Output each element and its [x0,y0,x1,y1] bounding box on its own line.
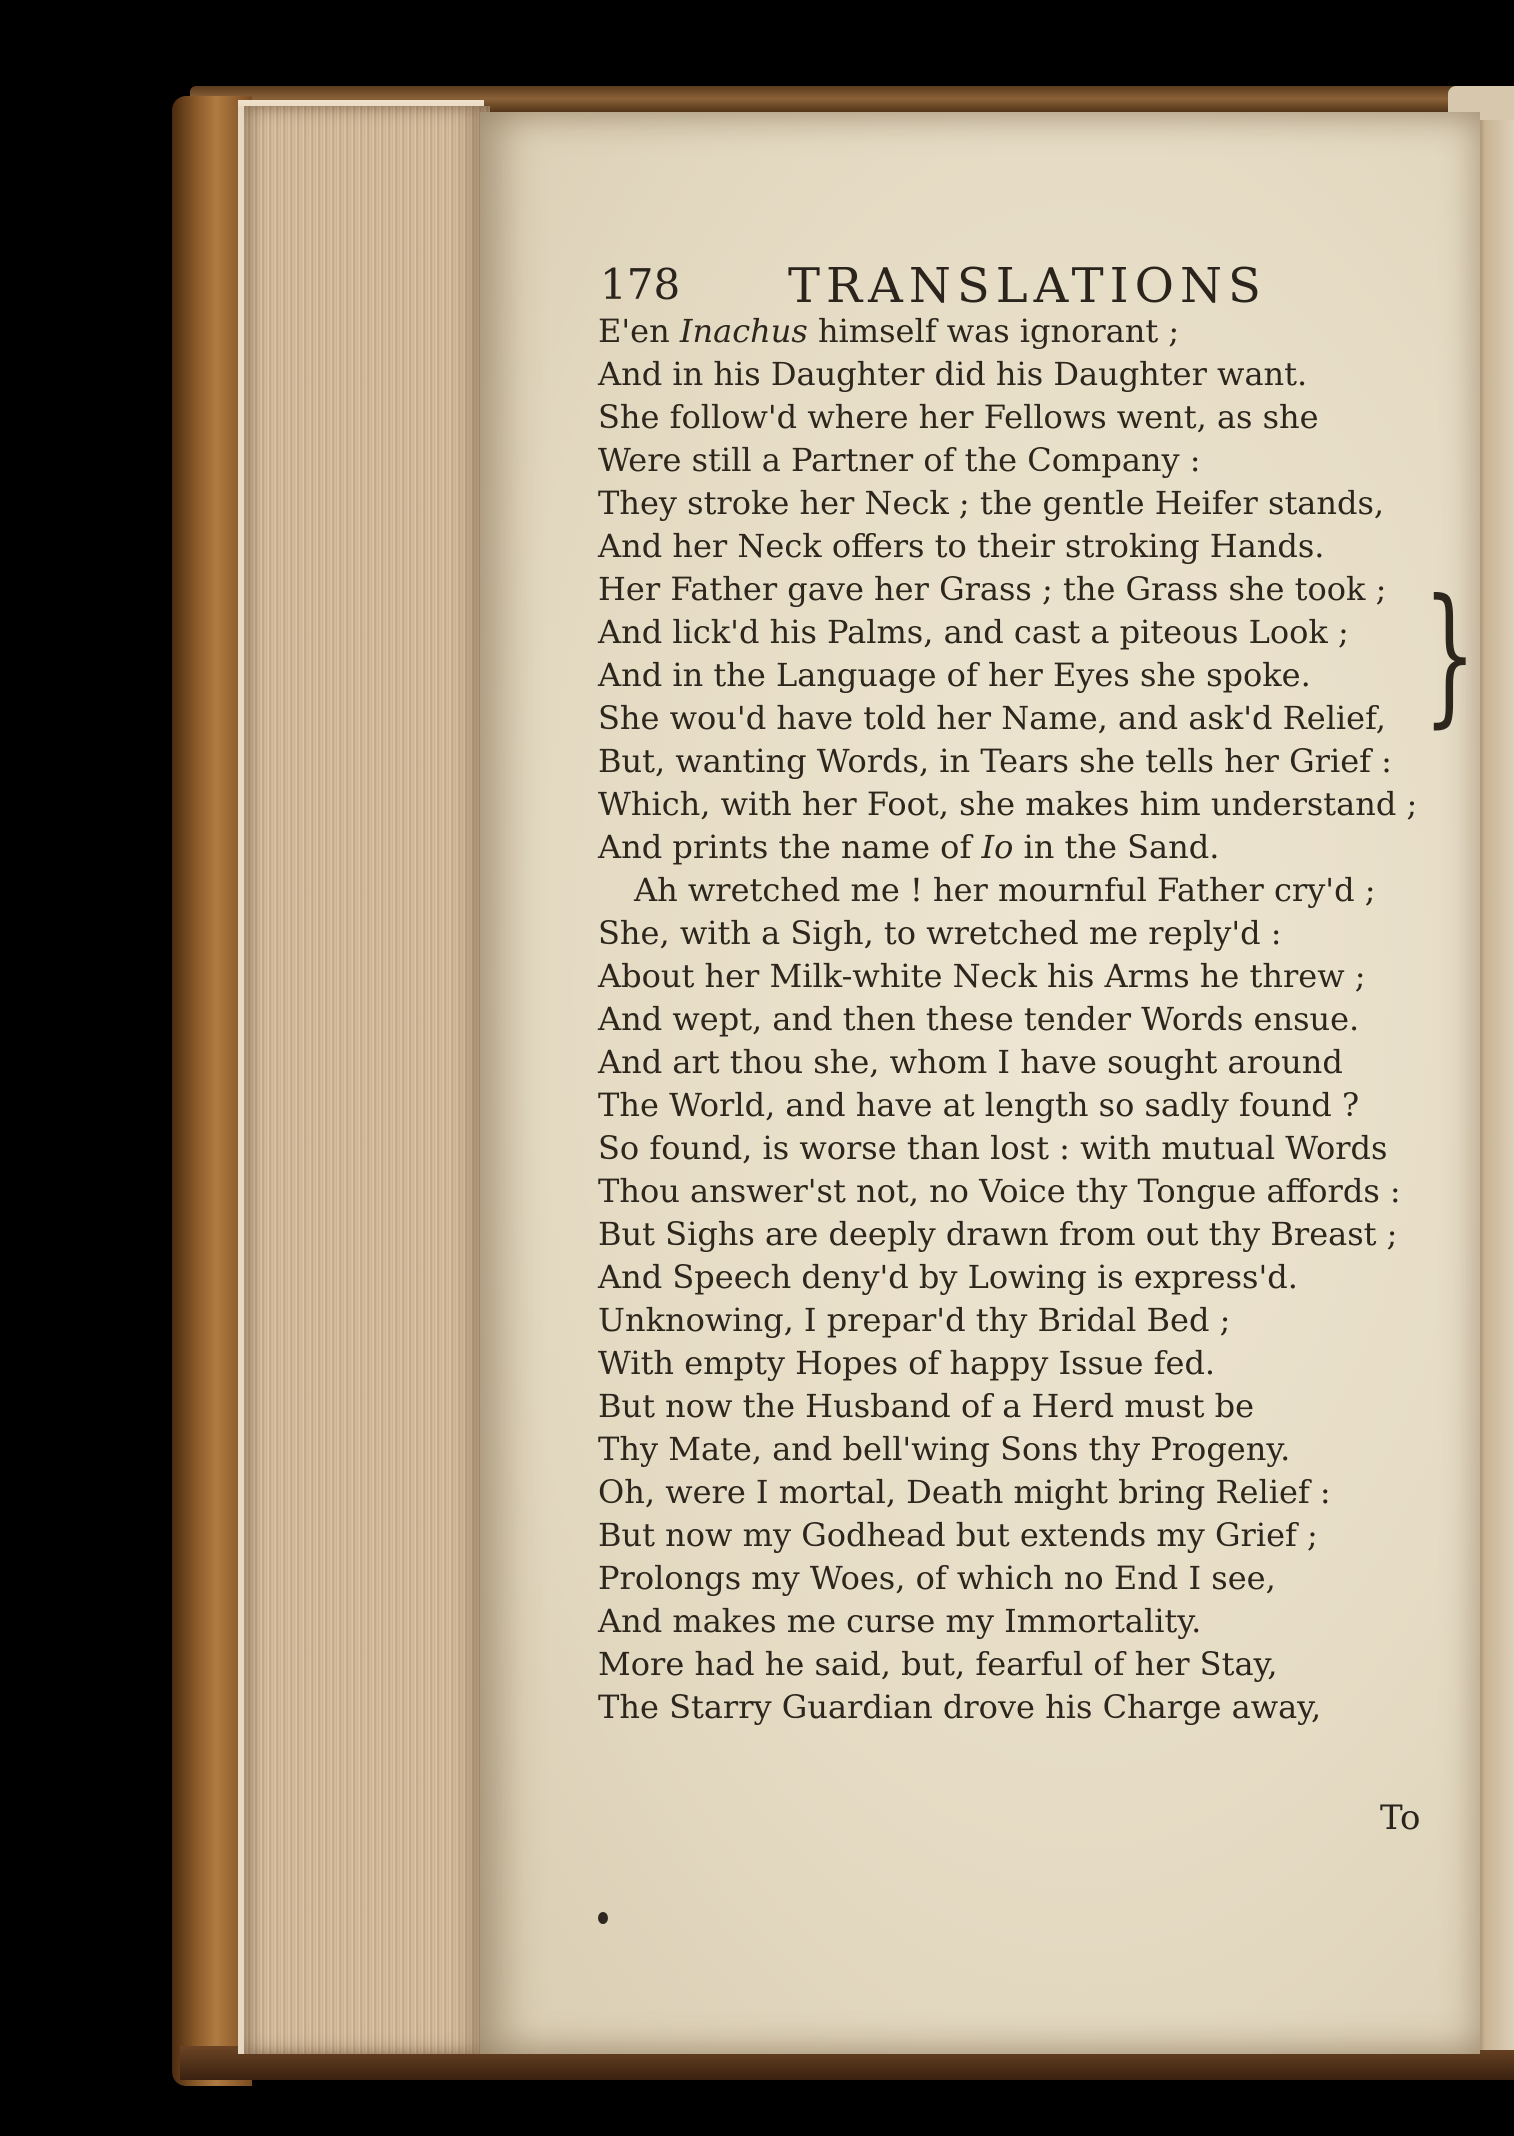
poem-line: And art thou she, whom I have sought around [598,1043,1343,1081]
poem-line: But, wanting Words, in Tears she tells her Grief : [598,742,1392,780]
poem-line: She follow'd where her Fellows went, as she [598,398,1319,436]
running-title: TRANSLATIONS [788,258,1267,314]
poem-line: And her Neck offers to their stroking Hands. [598,527,1325,565]
poem-line: The Starry Guardian drove his Charge away, [598,1688,1322,1726]
poem-line: And wept, and then these tender Words ensue. [598,1000,1360,1038]
triplet-brace-icon: } [1423,568,1476,742]
poem-line: And lick'd his Palms, and cast a piteous Look ; [598,613,1349,651]
poem-line: About her Milk-white Neck his Arms he threw ; [598,957,1366,995]
poem-line: More had he said, but, fearful of her Stay, [598,1645,1278,1683]
page-stack-edges [238,106,490,2054]
poem-line: With empty Hopes of happy Issue fed. [598,1344,1216,1382]
printed-page [480,112,1480,2054]
poem-line: Unknowing, I prepar'd thy Bridal Bed ; [598,1301,1231,1339]
poem-line: Prolongs my Woes, of which no End I see, [598,1559,1276,1597]
italic-name: Io [981,828,1014,866]
poem-line: She, with a Sigh, to wretched me reply'd : [598,914,1282,952]
poem-line: But Sighs are deeply drawn from out thy Breast ; [598,1215,1398,1253]
ink-speck [598,1912,608,1924]
page-number: 178 [600,260,681,309]
italic-name: Inachus [679,312,808,350]
poem-line: And makes me curse my Immortality. [598,1602,1202,1640]
poem-text [598,310,1458,1729]
poem-line: Were still a Partner of the Company : [598,441,1201,479]
poem-line: And Speech deny'd by Lowing is express'd. [598,1258,1298,1296]
poem-line: And in his Daughter did his Daughter want. [598,355,1308,393]
poem-line: Oh, were I mortal, Death might bring Relief : [598,1473,1331,1511]
poem-line: The World, and have at length so sadly found ? [598,1086,1360,1124]
poem-line: Thou answer'st not, no Voice thy Tongue affords : [598,1172,1401,1210]
catchword: To [1380,1798,1421,1838]
poem-line: And prints the name of Io in the Sand. [598,828,1220,866]
poem-line: So found, is worse than lost : with mutual Words [598,1129,1388,1167]
poem-line: She wou'd have told her Name, and ask'd Relief, [598,699,1386,737]
poem-line: They stroke her Neck ; the gentle Heifer stands, [598,484,1385,522]
poem-line: Thy Mate, and bell'wing Sons thy Progeny. [598,1430,1291,1468]
poem-line: Which, with her Foot, she makes him understand ; [598,785,1418,823]
poem-line: But now the Husband of a Herd must be [598,1387,1255,1425]
poem-line: And in the Language of her Eyes she spoke. [598,656,1311,694]
poem-line: Her Father gave her Grass ; the Grass she took ; [598,570,1387,608]
poem-line: E'en Inachus himself was ignorant ; [598,312,1180,350]
poem-line: But now my Godhead but extends my Grief ; [598,1516,1318,1554]
poem-line: Ah wretched me ! her mournful Father cry'd ; [634,871,1376,909]
